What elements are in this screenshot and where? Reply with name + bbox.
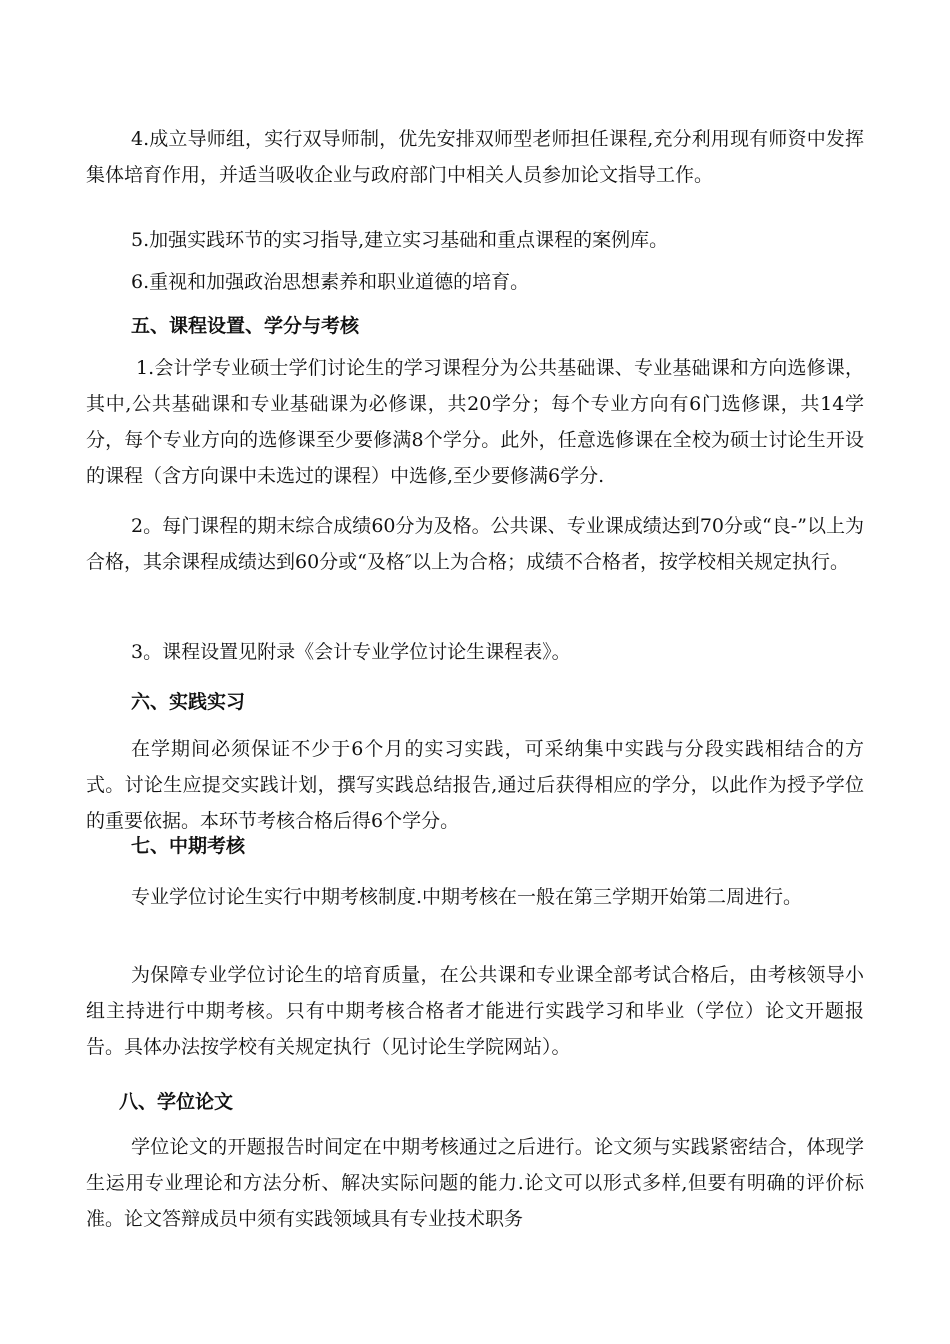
paragraph-item-4: 4.成立导师组，实行双导师制，优先安排双师型老师担任课程,充分利用现有师资中发挥集体培育作用，并适当吸收企业与政府部门中相关人员参加论文指导工作。 [86,128,864,186]
paragraph-item-6: 6.重视和加强政治思想素养和职业道德的培育。 [131,271,530,293]
midterm-system-paragraph: 专业学位讨论生实行中期考核制度.中期考核在一般在第三学期开始第二周进行。 [131,886,803,908]
curriculum-reference-paragraph: 3。课程设置见附录《会计专业学位讨论生课程表》。 [131,641,571,663]
paragraph-item-5: 5.加强实践环节的实习指导,建立实习基础和重点课程的案例库。 [131,229,669,251]
section-heading-five: 五、课程设置、学分与考核 [131,315,360,337]
practice-paragraph: 在学期间必须保证不少于6个月的实习实践，可采纳集中实践与分段实践相结合的方式。讨论生应提交实践计划，撰写实践总结报告,通过后获得相应的学分，以此作为授予学位的重要依据。本环节考核合格后得6个学分。 [86,738,864,832]
midterm-process-paragraph: 为保障专业学位讨论生的培育质量，在公共课和专业课全部考试合格后，由考核领导小组主持进行中期考核。只有中期考核合格者才能进行实践学习和毕业（学位）论文开题报告。具体办法按学校有关规定执行（见讨论生学院网站）。 [86,964,864,1058]
course-credits-paragraph: 1.会计学专业硕士学们讨论生的学习课程分为公共基础课、专业基础课和方向选修课，其中,公共基础课和专业基础课为必修课，共20学分；每个专业方向有6门选修课，共14学分，每个专业方向的选修课至少要修满8个学分。此外，任意选修课在全校为硕士讨论生开设的课程（含方向课中未选过的课程）中选修,至少要修满6学分. [86,357,864,487]
section-heading-seven: 七、中期考核 [131,835,246,857]
section-heading-six: 六、实践实习 [131,691,246,713]
grading-paragraph: 2。每门课程的期末综合成绩60分为及格。公共课、专业课成绩达到70分或“良-”以上为合格，其余课程成绩达到60分或“及格″以上为合格；成绩不合格者，按学校相关规定执行。 [86,515,864,573]
section-heading-eight: 八、学位论文 [119,1091,234,1113]
thesis-paragraph: 学位论文的开题报告时间定在中期考核通过之后进行。论文须与实践紧密结合，体现学生运用专业理论和方法分析、解决实际问题的能力.论文可以形式多样,但要有明确的评价标准。论文答辩成员中须有实践领域具有专业技术职务 [86,1136,864,1230]
